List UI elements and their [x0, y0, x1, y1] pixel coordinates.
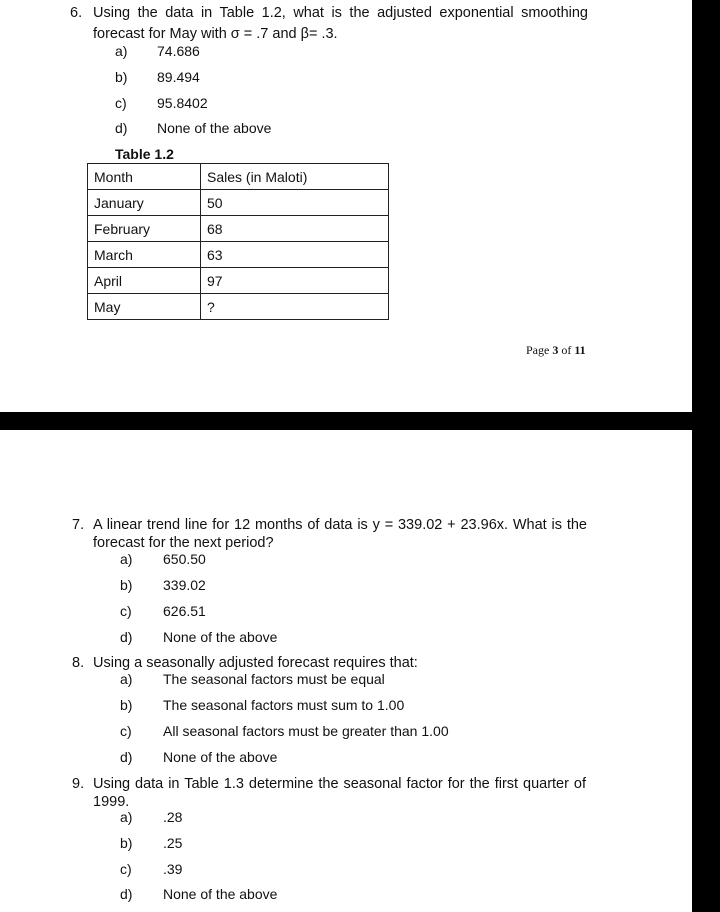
- page-number-total: 11: [574, 343, 586, 357]
- q9-option-d-label: d): [120, 886, 133, 902]
- q8-option-d-text: None of the above: [163, 749, 278, 765]
- q6-option-b-text: 89.494: [157, 69, 200, 85]
- q7-option-c-text: 626.51: [163, 603, 206, 619]
- page-number-prefix: Page: [526, 343, 550, 357]
- page-number: [526, 343, 586, 358]
- table-1-2-title: Table 1.2: [115, 146, 174, 162]
- header-month: Month: [88, 164, 201, 190]
- document-page-3: [0, 0, 692, 412]
- q6-option-d-text: None of the above: [157, 120, 272, 136]
- q6-option-d-label: d): [115, 120, 128, 136]
- q8-option-d-label: d): [120, 749, 133, 765]
- sales-cell: 68: [201, 216, 389, 242]
- q7-option-b-text: 339.02: [163, 577, 206, 593]
- table-1-2: [87, 163, 389, 320]
- month-cell: May: [88, 294, 201, 320]
- question-9-number: 9.: [72, 776, 85, 792]
- table-row: [88, 216, 389, 242]
- sales-cell: 63: [201, 242, 389, 268]
- table-row: [88, 190, 389, 216]
- q9-option-a-label: a): [120, 809, 133, 825]
- q7-option-c-label: c): [120, 603, 132, 619]
- q7-option-b-label: b): [120, 577, 133, 593]
- q9-option-b-text: .25: [163, 835, 183, 851]
- q8-option-c-text: All seasonal factors must be greater than 1.00: [163, 723, 449, 739]
- month-cell: February: [88, 216, 201, 242]
- q9-option-b-label: b): [120, 835, 133, 851]
- q8-option-a-text: The seasonal factors must be equal: [163, 671, 385, 687]
- q9-option-a-text: .28: [163, 809, 183, 825]
- question-8-text: Using a seasonally adjusted forecast requires that:: [93, 655, 418, 671]
- q6-option-b-label: b): [115, 69, 128, 85]
- table-row: [88, 294, 389, 320]
- month-cell: March: [88, 242, 201, 268]
- question-7-text-line1: A linear trend line for 12 months of data is y = 339.02 + 23.96x. What is the: [93, 517, 587, 533]
- page-number-of: of: [561, 343, 572, 357]
- question-6-number: 6.: [70, 5, 83, 21]
- q9-option-c-label: c): [120, 861, 132, 877]
- question-9-text-line2: 1999.: [93, 794, 130, 810]
- q8-option-a-label: a): [120, 671, 133, 687]
- q6-option-c-label: c): [115, 95, 127, 111]
- q9-option-c-text: .39: [163, 861, 183, 877]
- question-8-number: 8.: [72, 655, 85, 671]
- sales-cell: ?: [201, 294, 389, 320]
- sales-cell: 97: [201, 268, 389, 294]
- q8-option-b-label: b): [120, 697, 133, 713]
- table-row: [88, 242, 389, 268]
- table-row: [88, 268, 389, 294]
- question-9-text-line1: Using data in Table 1.3 determine the seasonal factor for the first quarter of: [93, 776, 586, 792]
- header-sales: Sales (in Maloti): [201, 164, 389, 190]
- question-6-text-line1: Using the data in Table 1.2, what is the adjusted exponential smoothing: [93, 5, 588, 21]
- q6-option-a-label: a): [115, 43, 128, 59]
- q9-option-d-text: None of the above: [163, 886, 278, 902]
- month-cell: January: [88, 190, 201, 216]
- q8-option-c-label: c): [120, 723, 132, 739]
- page-separator-band: [0, 412, 720, 430]
- month-cell: April: [88, 268, 201, 294]
- q7-option-a-label: a): [120, 551, 133, 567]
- question-7-number: 7.: [72, 517, 85, 533]
- q6-option-a-text: 74.686: [157, 43, 200, 59]
- page-edge-shadow: [692, 0, 720, 912]
- q7-option-a-text: 650.50: [163, 551, 206, 567]
- q8-option-b-text: The seasonal factors must sum to 1.00: [163, 697, 405, 713]
- sales-cell: 50: [201, 190, 389, 216]
- page-number-current: 3: [552, 343, 559, 357]
- table-header-row: [88, 164, 389, 190]
- question-7-text-line2: forecast for the next period?: [93, 535, 274, 551]
- q7-option-d-text: None of the above: [163, 629, 278, 645]
- q6-option-c-text: 95.8402: [157, 95, 208, 111]
- q7-option-d-label: d): [120, 629, 133, 645]
- question-6-text-line2: forecast for May with σ = .7 and β= .3.: [93, 26, 338, 42]
